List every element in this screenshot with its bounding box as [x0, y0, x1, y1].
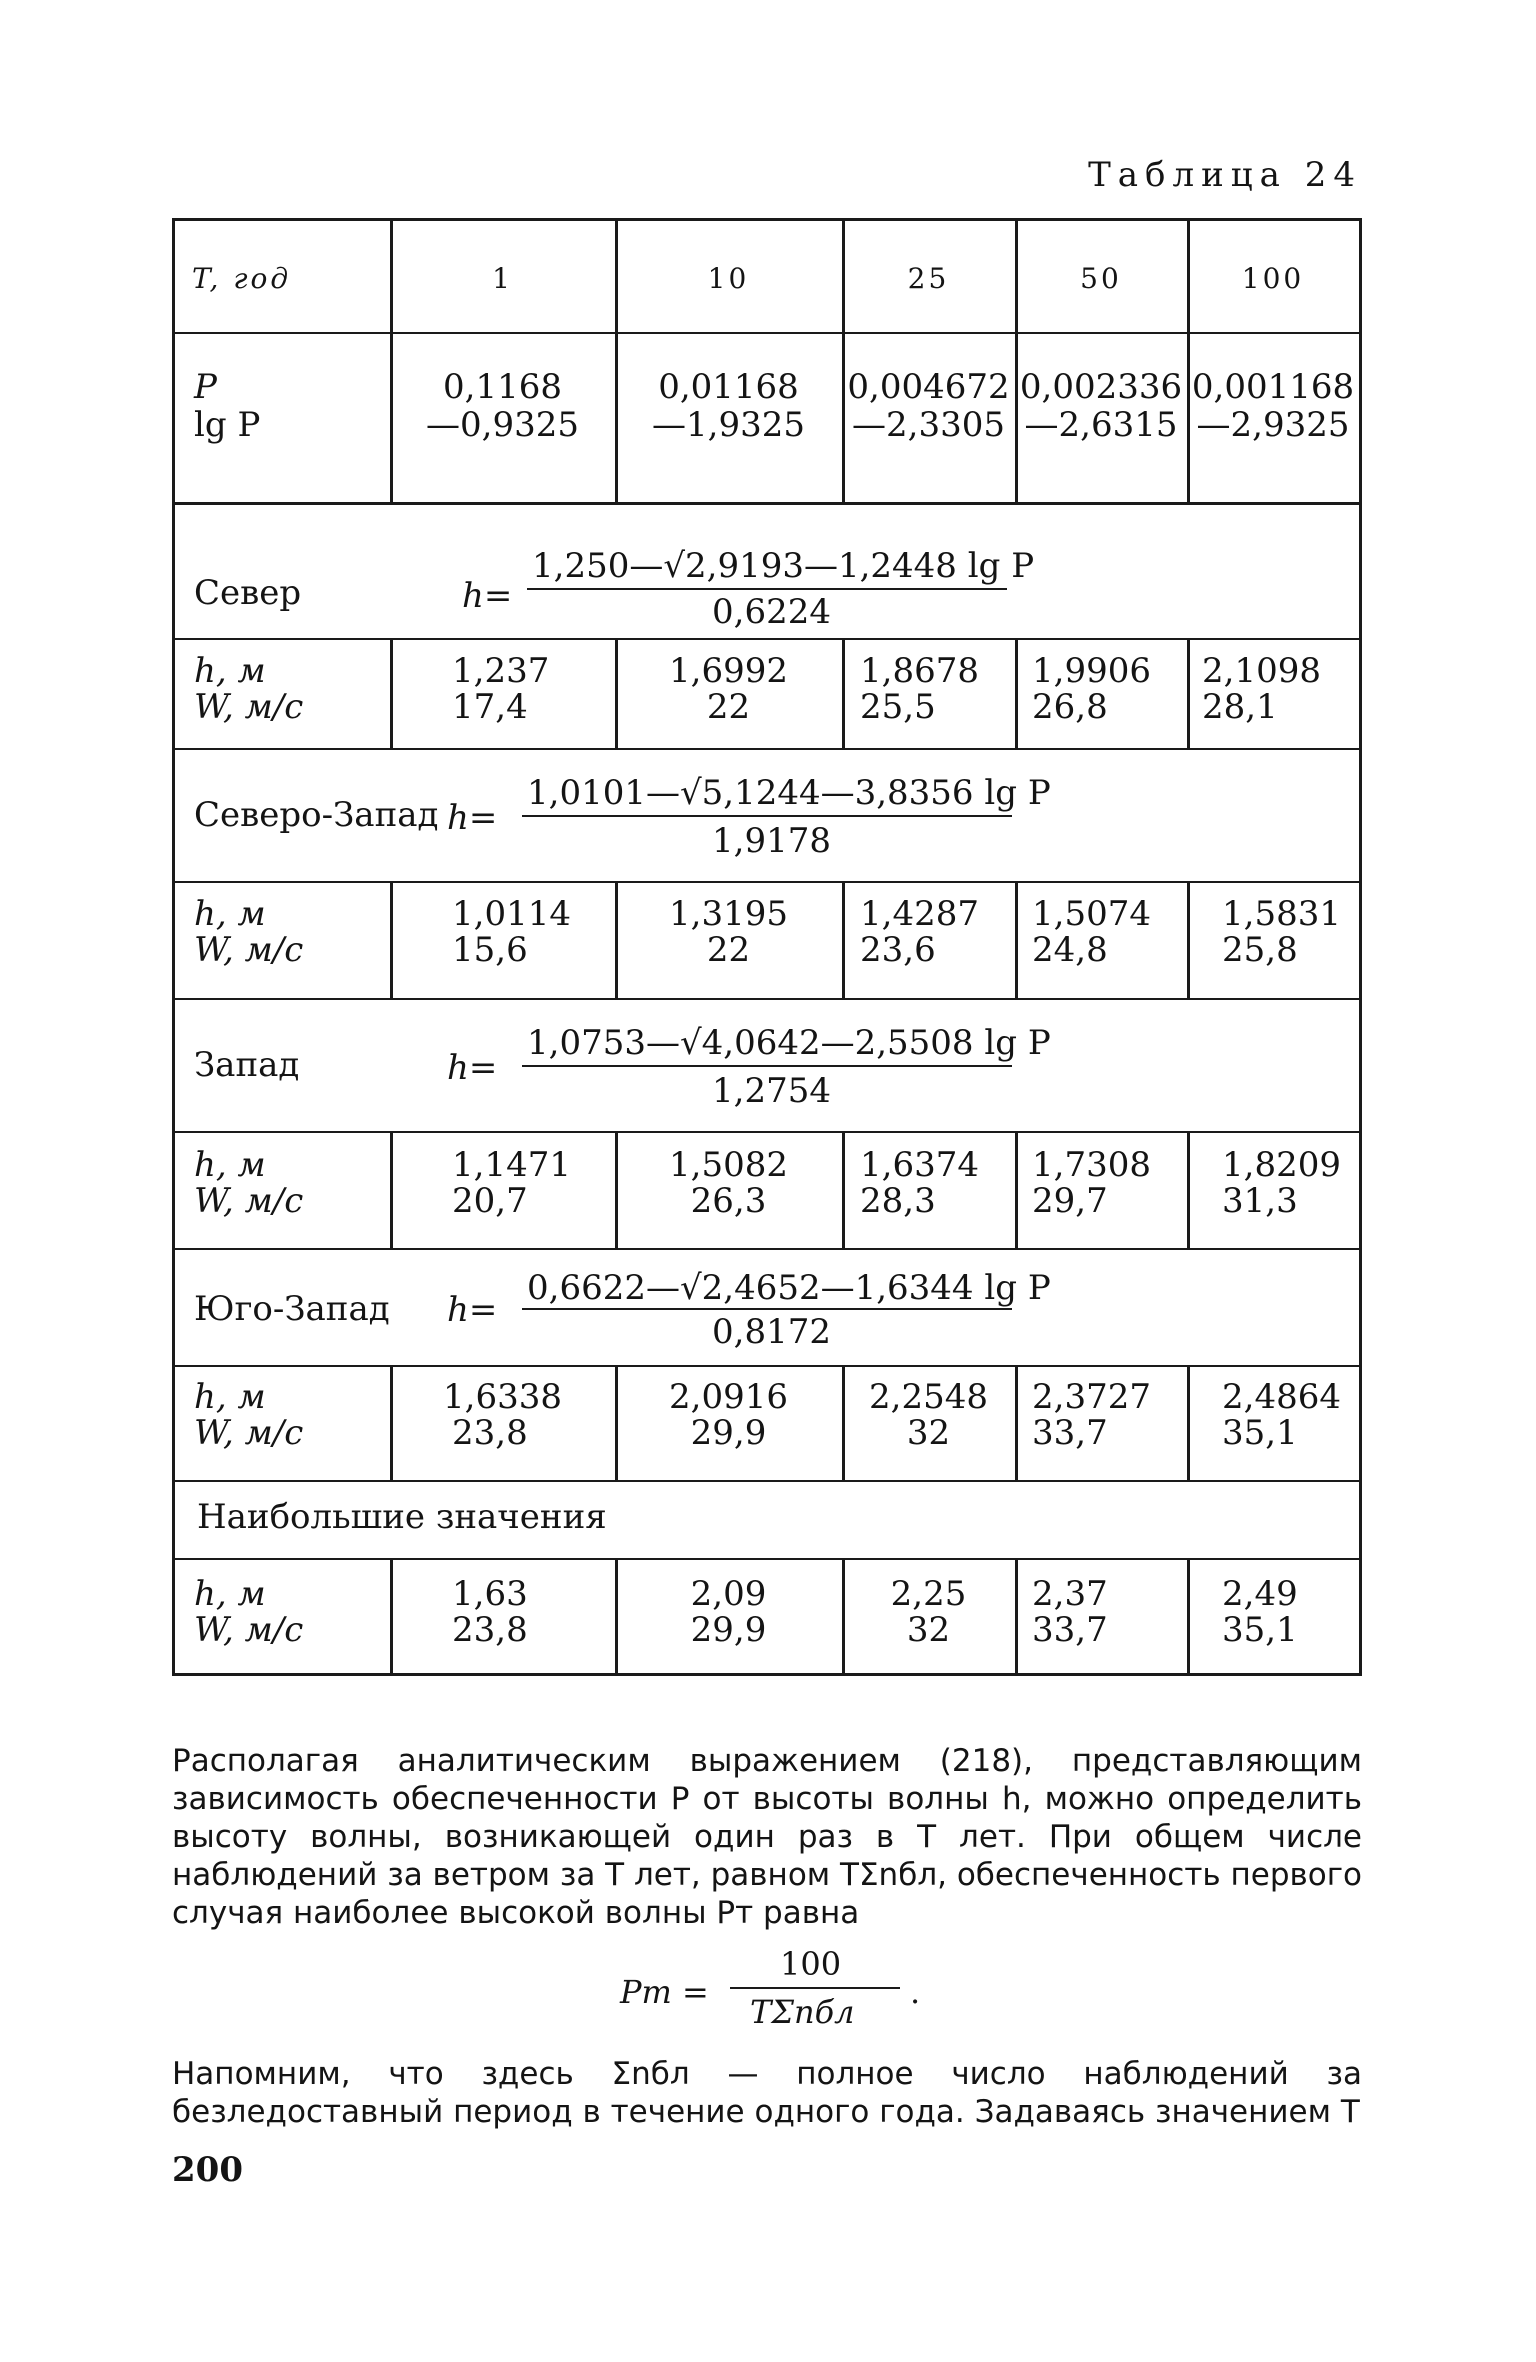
section-name: Запад — [194, 1045, 300, 1085]
section-name: Юго-Запад — [194, 1289, 390, 1329]
row-label-h: h, м — [194, 1145, 266, 1185]
h-value: 1,6992 — [669, 651, 788, 691]
h-value: 2,1098 — [1202, 651, 1321, 691]
lgp-value: —2,6315 — [1024, 405, 1178, 445]
h-value: 1,9906 — [1032, 651, 1151, 691]
w-value: 32 — [906, 1610, 951, 1650]
w-value: 24,8 — [1032, 930, 1108, 970]
h-value: 1,8209 — [1222, 1145, 1341, 1185]
h-value: 2,25 — [890, 1574, 967, 1614]
p-value: 0,002336 — [1019, 367, 1183, 407]
w-value: 33,7 — [1032, 1413, 1108, 1453]
p-value: 0,01168 — [658, 367, 799, 407]
w-value: 23,8 — [452, 1610, 528, 1650]
h-value: 2,4864 — [1222, 1377, 1341, 1417]
row-label-w: W, м/с — [194, 1181, 304, 1221]
row-label-w: W, м/с — [194, 930, 304, 970]
h-value: 1,3195 — [669, 894, 788, 934]
h-value: 1,5831 — [1222, 894, 1341, 934]
w-value: 35,1 — [1222, 1610, 1298, 1650]
h-value: 1,1471 — [452, 1145, 571, 1185]
header-col: 1 — [492, 262, 513, 295]
header-label: T, год — [192, 262, 292, 295]
w-value: 26,8 — [1032, 687, 1108, 727]
w-value: 20,7 — [452, 1181, 528, 1221]
section-formula: h= 1,0101—√5,1244—3,8356 lg P 1,9178 — [447, 773, 1051, 861]
w-value: 22 — [706, 930, 751, 970]
section-formula: h= 1,0753—√4,0642—2,5508 lg P 1,2754 — [447, 1023, 1051, 1111]
h-value: 1,5074 — [1032, 894, 1151, 934]
w-value: 23,6 — [860, 930, 936, 970]
w-value: 26,3 — [690, 1181, 767, 1221]
w-value: 33,7 — [1032, 1610, 1108, 1650]
h-value: 2,0916 — [669, 1377, 788, 1417]
p-value: 0,001168 — [1191, 367, 1355, 407]
h-value: 1,6374 — [860, 1145, 979, 1185]
h-value: 1,4287 — [860, 894, 979, 934]
h-value: 2,2548 — [869, 1377, 988, 1417]
row-label-h: h, м — [194, 894, 266, 934]
table-caption: Таблица 24 — [1088, 155, 1362, 195]
lgp-value: —0,9325 — [426, 405, 579, 445]
lgp-label: lg P — [194, 405, 261, 445]
h-value: 1,0114 — [452, 894, 571, 934]
page-number: 200 — [172, 2150, 243, 2190]
header-col: 100 — [1241, 262, 1305, 295]
w-value: 29,9 — [690, 1610, 767, 1650]
row-label-w: W, м/с — [194, 1413, 304, 1453]
w-value: 23,8 — [452, 1413, 528, 1453]
lgp-value: —2,9325 — [1196, 405, 1350, 445]
section-name: Северо-Запад — [194, 795, 439, 835]
p-label: P — [194, 367, 217, 407]
h-value: 2,09 — [690, 1574, 767, 1614]
pt-formula: Pт = 100 TΣnбл . — [620, 1945, 921, 2031]
row-label-h: h, м — [194, 651, 266, 691]
w-value: 25,8 — [1222, 930, 1298, 970]
row-label-w: W, м/с — [194, 1610, 304, 1650]
w-value: 31,3 — [1222, 1181, 1298, 1221]
h-value: 1,5082 — [669, 1145, 788, 1185]
p-value: 0,1168 — [443, 367, 562, 407]
p-value: 0,004672 — [847, 367, 1010, 407]
h-value: 1,237 — [452, 651, 550, 691]
lgp-value: —1,9325 — [652, 405, 805, 445]
w-value: 28,1 — [1202, 687, 1278, 727]
row-label-h: h, м — [194, 1377, 266, 1417]
h-value: 1,63 — [452, 1574, 528, 1614]
row-label-w: W, м/с — [194, 687, 304, 727]
body-paragraph: Располагая аналитическим выражением (218), представляющим зависимость обеспеченности P от высоты волны h, можно определить высоту волны, возникающей один раз в T лет. При общем числе наблюдений за ветром за T лет, равном TΣnбл, обеспеченность первого случая наиболее высокой волны Pт равна — [172, 1743, 1363, 1931]
w-value: 32 — [906, 1413, 951, 1453]
h-value: 1,6338 — [443, 1377, 562, 1417]
body-paragraph: Напомним, что здесь Σnбл — полное число наблюдений за безледоставный период в течение одного года. Задаваясь значением T — [172, 2056, 1362, 2130]
h-value: 2,49 — [1222, 1574, 1298, 1614]
w-value: 17,4 — [452, 687, 528, 727]
section-name: Север — [194, 573, 302, 613]
h-value: 2,37 — [1032, 1574, 1108, 1614]
w-value: 22 — [706, 687, 751, 727]
lgp-value: —2,3305 — [852, 405, 1005, 445]
w-value: 29,9 — [690, 1413, 767, 1453]
header-col: 10 — [707, 262, 750, 295]
max-section-title: Наибольшие значения — [197, 1497, 607, 1537]
h-value: 1,8678 — [860, 651, 979, 691]
section-formula: h= 1,250—√2,9193—1,2448 lg P 0,6224 — [462, 546, 1035, 632]
header-col: 50 — [1080, 262, 1122, 295]
w-value: 35,1 — [1222, 1413, 1298, 1453]
wave-height-table — [172, 218, 1362, 1678]
w-value: 15,6 — [452, 930, 528, 970]
w-value: 28,3 — [860, 1181, 936, 1221]
row-label-h: h, м — [194, 1574, 266, 1614]
section-formula: h= 0,6622—√2,4652—1,6344 lg P 0,8172 — [447, 1268, 1051, 1352]
w-value: 25,5 — [860, 687, 936, 727]
h-value: 1,7308 — [1032, 1145, 1151, 1185]
w-value: 29,7 — [1032, 1181, 1108, 1221]
h-value: 2,3727 — [1032, 1377, 1151, 1417]
header-col: 25 — [907, 262, 950, 295]
